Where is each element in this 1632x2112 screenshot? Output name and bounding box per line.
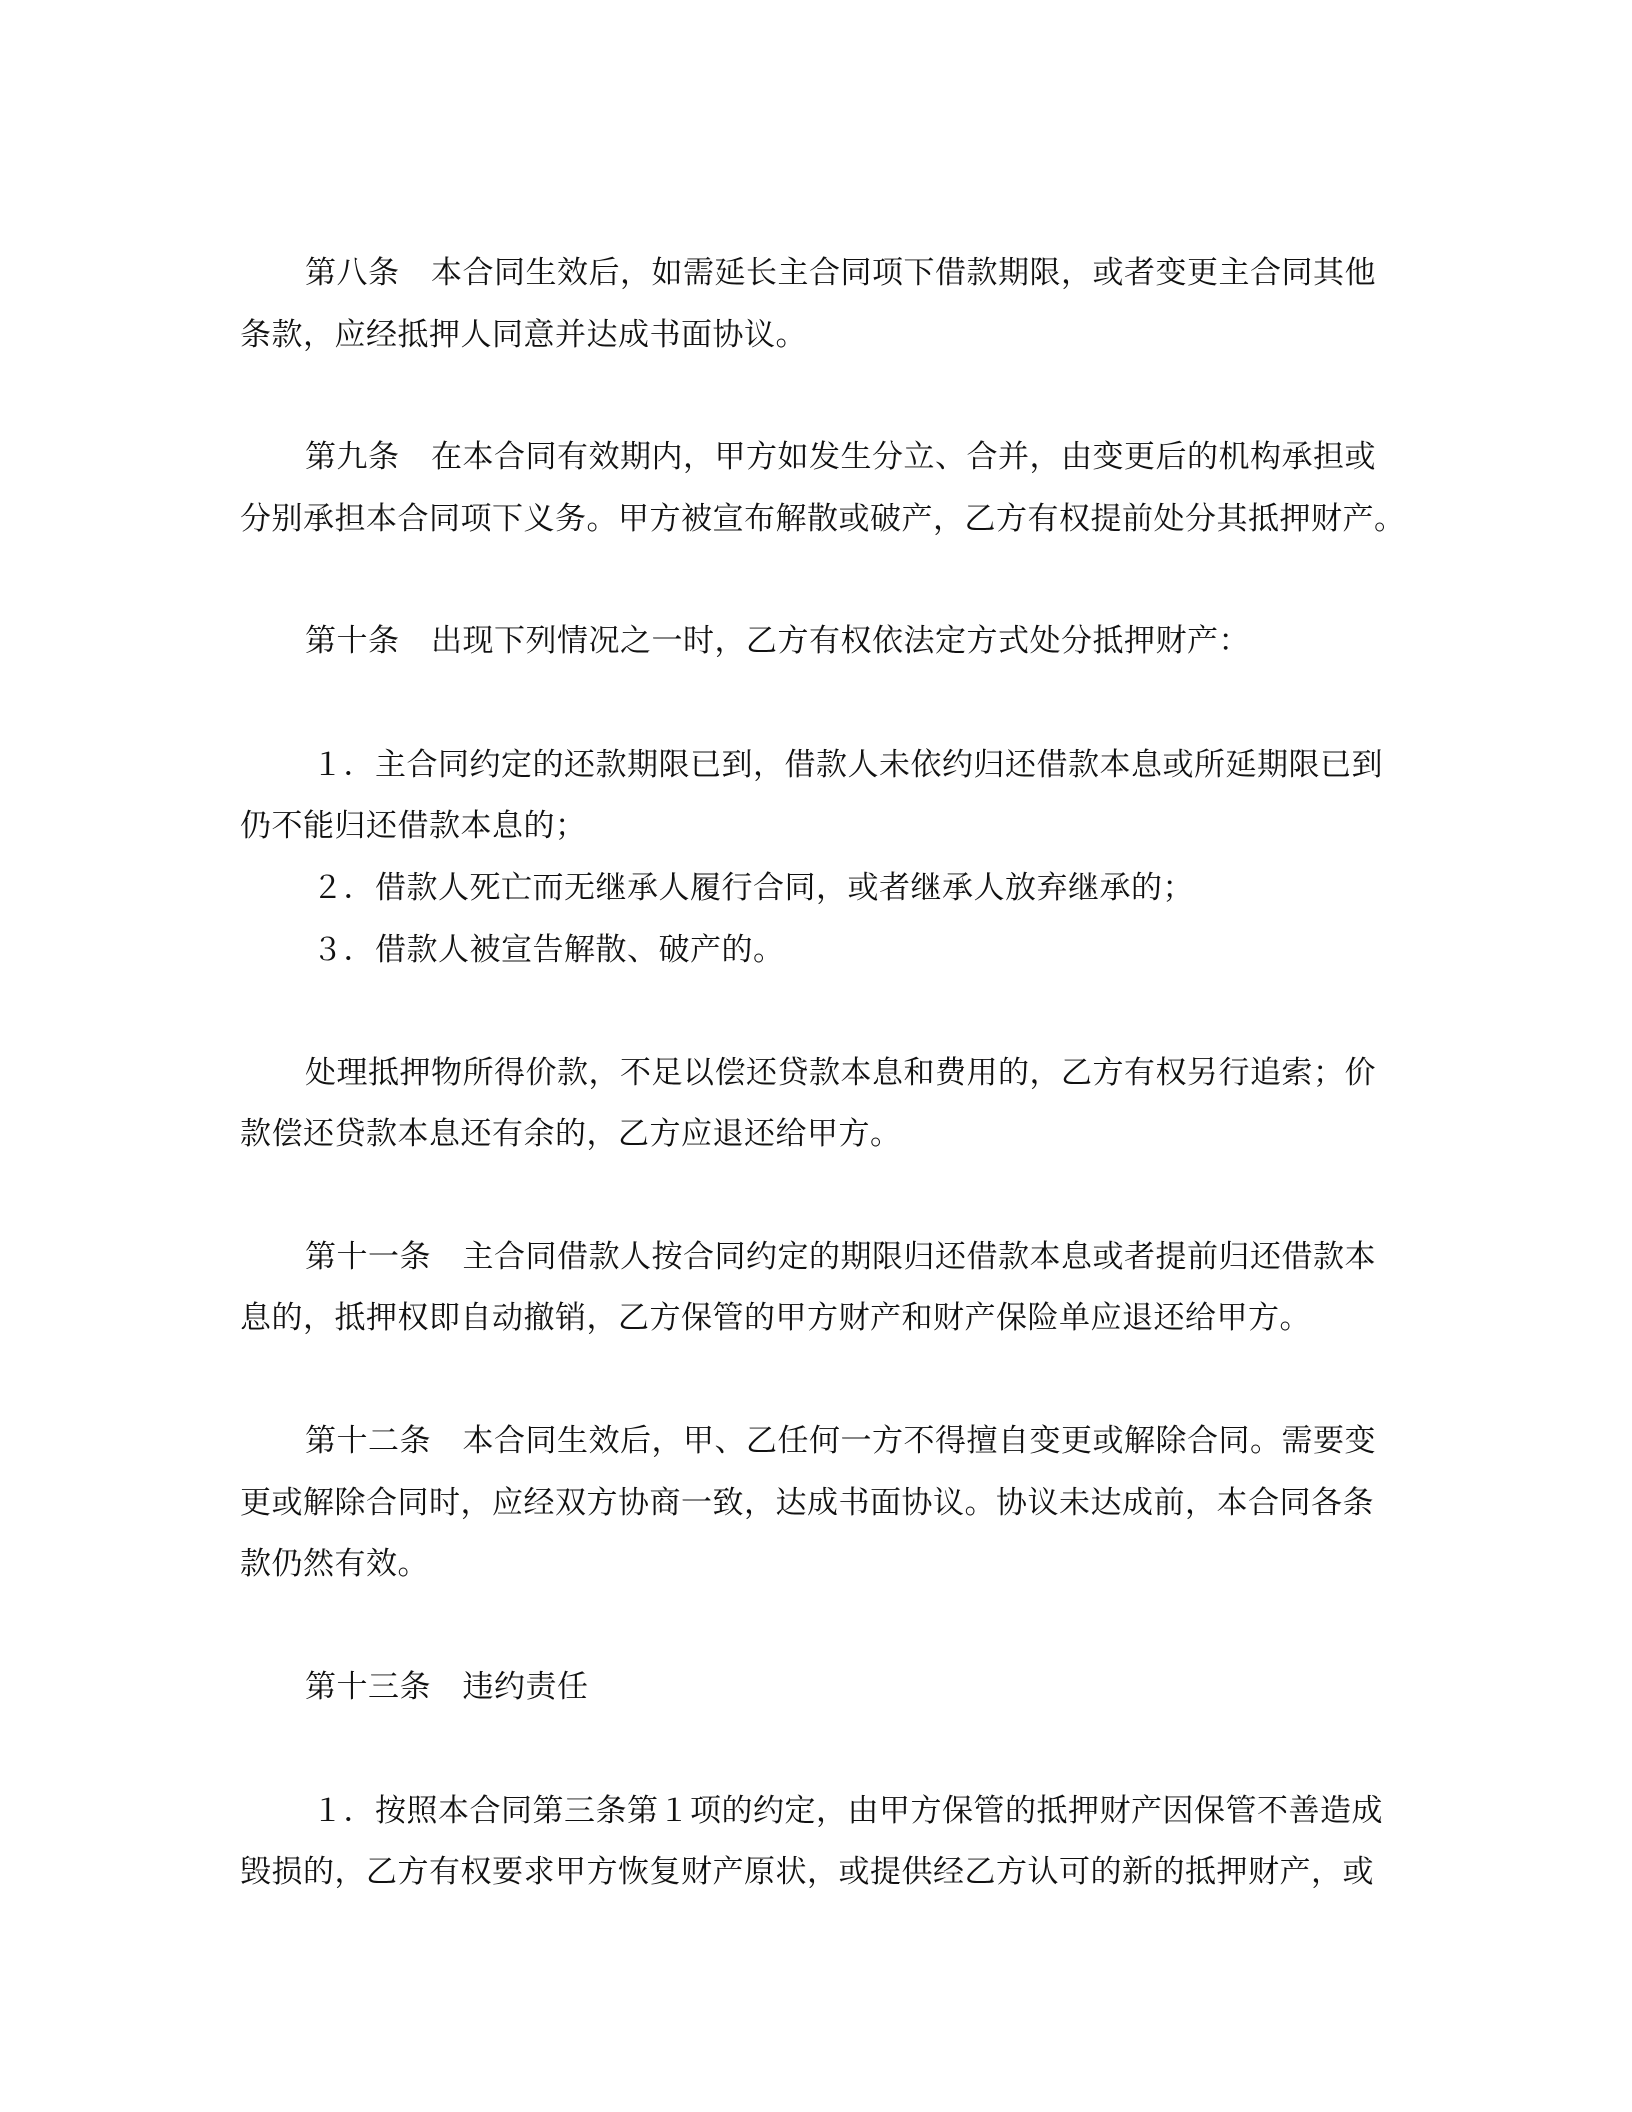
- article-13-item-1-line-1: １．按照本合同第三条第１项的约定，由甲方保管的抵押财产因保管不善造成: [312, 1793, 1383, 1829]
- article-13-item-1-line-2: 毁损的，乙方有权要求甲方恢复财产原状，或提供经乙方认可的新的抵押财产，或: [240, 1854, 1374, 1890]
- article-8-line-2: 条款，应经抵押人同意并达成书面协议。: [240, 317, 807, 353]
- article-10-line-1: 第十条 出现下列情况之一时，乙方有权依法定方式处分抵押财产：: [305, 623, 1250, 659]
- article-11-line-1: 第十一条 主合同借款人按合同约定的期限归还借款本息或者提前归还借款本: [305, 1239, 1376, 1275]
- proceeds-line-1: 处理抵押物所得价款，不足以偿还贷款本息和费用的，乙方有权另行追索；价: [305, 1055, 1376, 1091]
- article-9-line-2: 分别承担本合同项下义务。甲方被宣布解散或破产，乙方有权提前处分其抵押财产。: [240, 501, 1406, 537]
- article-12-line-3: 款仍然有效。: [240, 1546, 429, 1582]
- article-12-line-2: 更或解除合同时，应经双方协商一致，达成书面协议。协议未达成前，本合同各条: [240, 1485, 1374, 1521]
- article-13-heading: 第十三条 违约责任: [305, 1669, 589, 1705]
- article-8-line-1: 第八条 本合同生效后，如需延长主合同项下借款期限，或者变更主合同其他: [305, 255, 1376, 291]
- article-9-line-1: 第九条 在本合同有效期内，甲方如发生分立、合并，由变更后的机构承担或: [305, 439, 1376, 475]
- article-10-item-1-line-1: １．主合同约定的还款期限已到，借款人未依约归还借款本息或所延期限已到: [312, 747, 1383, 783]
- article-10-item-2: ２．借款人死亡而无继承人履行合同，或者继承人放弃继承的；: [312, 870, 1194, 906]
- article-10-item-1-line-2: 仍不能归还借款本息的；: [240, 808, 587, 844]
- article-11-line-2: 息的，抵押权即自动撤销，乙方保管的甲方财产和财产保险单应退还给甲方。: [240, 1300, 1311, 1336]
- article-10-item-3: ３．借款人被宣告解散、破产的。: [312, 932, 785, 968]
- article-12-line-1: 第十二条 本合同生效后，甲、乙任何一方不得擅自变更或解除合同。需要变: [305, 1423, 1376, 1459]
- proceeds-line-2: 款偿还贷款本息还有余的，乙方应退还给甲方。: [240, 1116, 902, 1152]
